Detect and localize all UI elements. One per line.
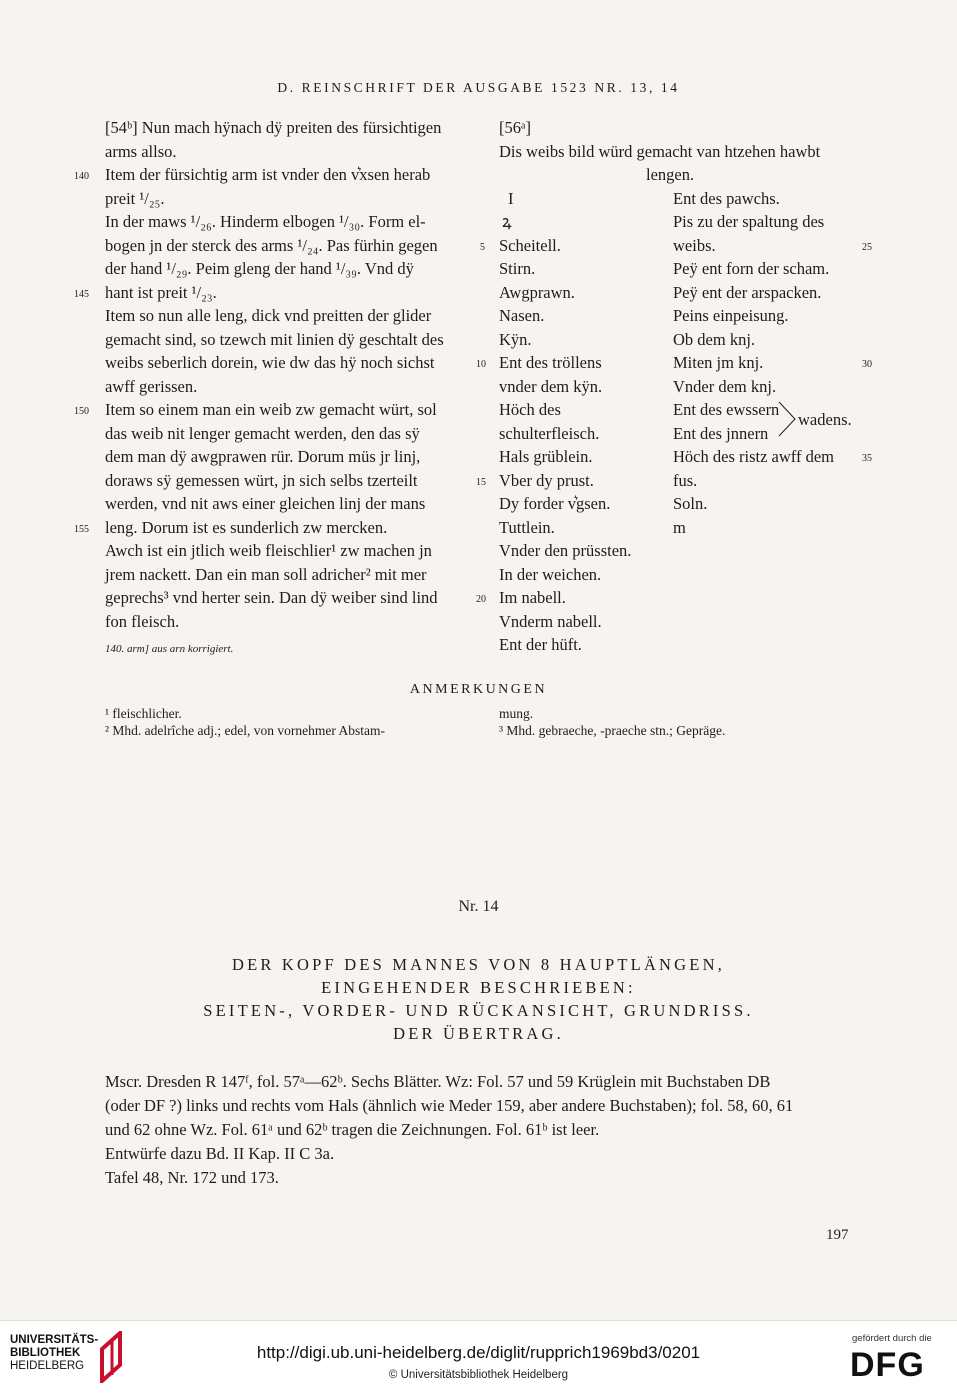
text-line: Ent des ewssern <box>673 400 780 419</box>
line-number: 140 <box>74 171 89 182</box>
text-line: Höch des <box>499 400 561 419</box>
text-line: Peÿ ent forn der scham. <box>673 259 830 278</box>
text-line: Soln. <box>673 494 708 513</box>
library-name-line: UNIVERSITÄTS- <box>10 1334 99 1346</box>
text-line: Peÿ ent der arspacken. <box>673 283 822 302</box>
text-line: werden, vnd nit aws einer gleichen linj der mans <box>105 494 426 513</box>
text-line: Vnder den prüssten. <box>499 541 632 560</box>
line-number: 15 <box>476 477 486 488</box>
text-line: Tuttlein. <box>499 518 555 537</box>
text-line: fon fleisch. <box>105 612 180 631</box>
dfg-logo[interactable]: DFG <box>850 1346 925 1384</box>
text-line: Ent der hüft. <box>499 635 582 654</box>
text-line: dem man dÿ awgprawen rür. Dorum müs jr linj, <box>105 447 421 466</box>
correction-note: 140. arm] aus arn korrigiert. <box>105 643 234 655</box>
description-line: (oder DF ?) links und rechts vom Hals (ähnlich wie Meder 159, aber andere Buchstaben); fol. 58, 60, 61 <box>105 1096 794 1115</box>
section-title-line: DER KOPF DES MANNES VON 8 HAUPTLÄNGEN, <box>231 955 726 974</box>
section-title-line: DER ÜBERTRAG. <box>393 1024 564 1043</box>
text-line: Ent des tröllens <box>499 353 602 372</box>
bracket-icon <box>778 400 798 438</box>
text-line: leng. Dorum ist es sunderlich zw mercken. <box>105 518 388 537</box>
description-line: Tafel 48, Nr. 172 und 173. <box>105 1168 279 1187</box>
text-line: weibs seberlich dorein, wie dw das hÿ noch sichst <box>105 353 435 372</box>
section-title-line: SEITEN-, VORDER- UND RÜCKANSICHT, GRUNDRISS. <box>203 1001 754 1020</box>
text-line: Vber dy prust. <box>499 471 594 490</box>
text-line: m <box>673 518 686 537</box>
text-line: arms allso. <box>105 142 177 161</box>
line-number: 150 <box>74 406 89 417</box>
page-number: 197 <box>826 1227 849 1243</box>
footnote: mung. <box>499 706 534 721</box>
text-line: doraws sÿ gemessen würt, jn sich selbs tzerteilt <box>105 471 418 490</box>
text-line: [54ᵇ] Nun mach hÿnach dÿ preiten des fürsichtigen <box>105 118 442 137</box>
footnote: ¹ fleischlicher. <box>105 706 182 721</box>
line-number: 35 <box>862 453 872 464</box>
text-line: fus. <box>673 471 698 490</box>
text-line: gemacht sind, so tzewch mit linien dÿ geschtalt des <box>105 330 444 349</box>
text-line: Vnder dem knj. <box>673 377 777 396</box>
text-line: der hand ¹/₂₉. Peim gleng der hand ¹/₃₉. Vnd dÿ <box>105 259 414 278</box>
funding-caption: gefördert durch die <box>852 1333 932 1344</box>
folio-mark: [56ᵃ] <box>499 118 532 137</box>
text-line: Ent des jnnern <box>673 424 769 443</box>
text-line: geprechs³ vnd herter sein. Dan dÿ weiber sind lind <box>105 588 438 607</box>
library-name-line: HEIDELBERG <box>10 1360 85 1372</box>
footnote: ³ Mhd. gebraeche, -praeche stn.; Gepräge. <box>499 723 726 738</box>
line-number: 145 <box>74 289 89 300</box>
abbreviation-glyph: ꝝ <box>502 212 512 231</box>
notes-heading: ANMERKUNGEN <box>409 682 548 697</box>
text-line: Dis weibs bild würd gemacht van htzehen hawbt <box>499 142 821 161</box>
text-line: Peins einpeisung. <box>673 306 789 325</box>
section-title-line: EINGEHENDER BESCHRIEBEN: <box>321 978 636 997</box>
text-line: bogen jn der sterck des arms ¹/₂₄. Pas fürhin gegen <box>105 236 438 255</box>
text-line: lengen. <box>646 165 695 184</box>
text-line: vnder dem kÿn. <box>499 377 603 396</box>
text-line: wadens. <box>798 410 852 429</box>
description-line: Mscr. Dresden R 147ᶠ, fol. 57ᵃ—62ᵇ. Sechs Blätter. Wz: Fol. 57 und 59 Krüglein mit Buchstaben DB <box>105 1072 771 1091</box>
roman-numeral: I <box>508 189 514 208</box>
text-line: Im nabell. <box>499 588 566 607</box>
text-line: Pis zu der spaltung des <box>673 212 825 231</box>
text-line: Scheitell. <box>499 236 561 255</box>
text-line: Item so nun alle leng, dick vnd preitten der glider <box>105 306 432 325</box>
text-line: Hals grüblein. <box>499 447 593 466</box>
section-number: Nr. 14 <box>458 898 499 915</box>
footnote: ² Mhd. adelrîche adj.; edel, von vornehmer Abstam- <box>105 723 385 738</box>
text-line: das weib nit lenger gemacht werden, den das sÿ <box>105 424 420 443</box>
running-header: D. REINSCHRIFT DER AUSGABE 1523 NR. 13, 14 <box>277 80 680 95</box>
copyright-text: © Universitätsbibliothek Heidelberg <box>388 1369 569 1381</box>
text-line: awff gerissen. <box>105 377 198 396</box>
text-line: schulterfleisch. <box>499 424 600 443</box>
line-number: 5 <box>480 242 485 253</box>
text-line: Awch ist ein jtlich weib fleischlier¹ zw machen jn <box>105 541 432 560</box>
text-line: Höch des ristz awff dem <box>673 447 834 466</box>
text-line: Stirn. <box>499 259 536 278</box>
line-number: 155 <box>74 524 89 535</box>
text-line: preit ¹/₂₅. <box>105 189 165 208</box>
text-line: In der maws ¹/₂₆. Hinderm elbogen ¹/₃₀. Form el- <box>105 212 426 231</box>
line-number: 30 <box>862 359 872 370</box>
line-number: 25 <box>862 242 872 253</box>
text-line: Vnderm nabell. <box>499 612 602 631</box>
description-line: Entwürfe dazu Bd. II Kap. II C 3a. <box>105 1144 335 1163</box>
text-line: Ent des pawchs. <box>673 189 780 208</box>
text-line: In der weichen. <box>499 565 602 584</box>
permalink-url[interactable]: http://digi.ub.uni-heidelberg.de/diglit/rupprich1969bd3/0201 <box>256 1343 701 1362</box>
text-line: jrem nackett. Dan ein man soll adricher² mit mer <box>105 565 427 584</box>
text-line: Miten jm knj. <box>673 353 764 372</box>
text-line: Dy forder v͛gsen. <box>499 494 611 513</box>
text-line: Item der fürsichtig arm ist vnder den v͛xsen herab <box>105 165 431 184</box>
text-line: Awgprawn. <box>499 283 575 302</box>
text-line: hant ist preit ¹/₂₃. <box>105 283 217 302</box>
text-line: Nasen. <box>499 306 545 325</box>
description-line: und 62 ohne Wz. Fol. 61ᵃ und 62ᵇ tragen die Zeichnungen. Fol. 61ᵇ ist leer. <box>105 1120 600 1139</box>
text-line: weibs. <box>673 236 716 255</box>
text-line: Ob dem knj. <box>673 330 756 349</box>
text-line: Item so einem man ein weib zw gemacht würt, sol <box>105 400 437 419</box>
line-number: 20 <box>476 594 486 605</box>
library-name-line: BIBLIOTHEK <box>10 1347 81 1359</box>
viewer-footer <box>0 1320 957 1393</box>
text-line: Kÿn. <box>499 330 532 349</box>
line-number: 10 <box>476 359 486 370</box>
